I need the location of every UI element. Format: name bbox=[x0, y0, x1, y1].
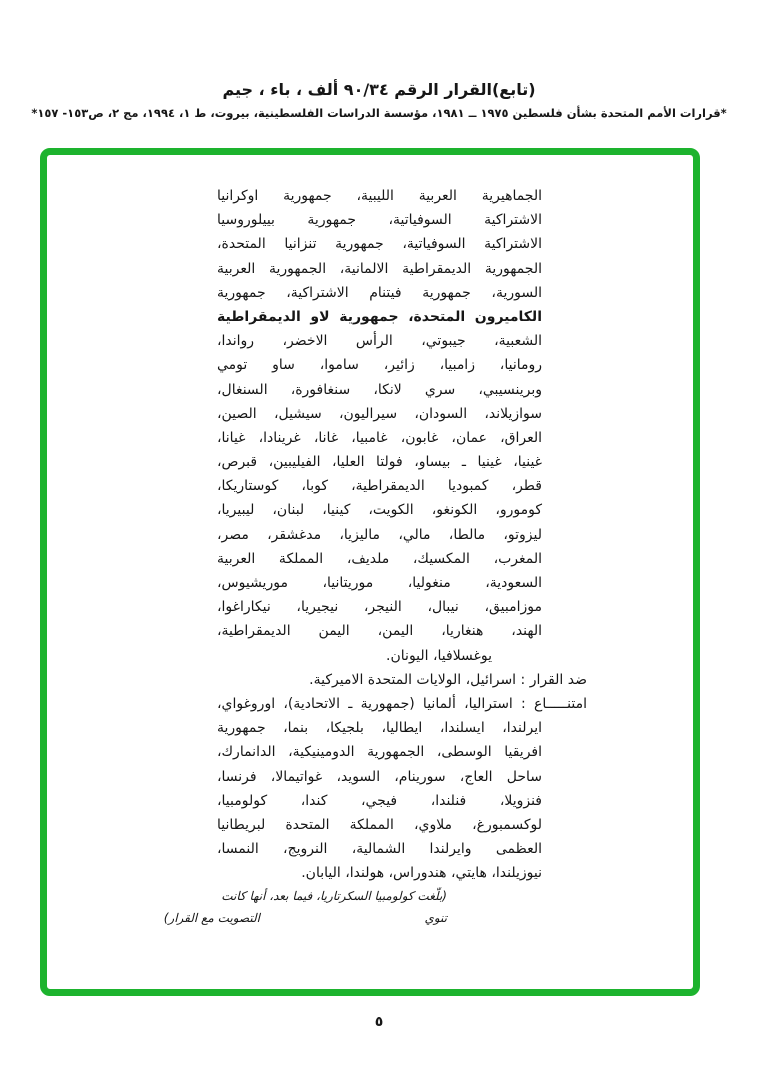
text-line: لوكسمبورغ، ملاوي، المملكة المتحدة لبريطانيا bbox=[217, 816, 542, 833]
text-line: الشعبية، جيبوتي، الرأس الاخضر، رواندا، bbox=[217, 333, 542, 350]
colombia-note-line: (بلّغت كولومبيا السكرتاريا، فيما بعد، أنها كانت تنوي bbox=[221, 889, 447, 926]
text-line: الجماهيرية العربية الليبية، جمهورية اوكرانيا bbox=[217, 188, 542, 204]
text-line: الجمهورية الديمقراطية الالمانية، الجمهورية العربية bbox=[217, 260, 542, 277]
text-line: الاشتراكية السوفياتية، جمهورية بييلوروسيا bbox=[217, 212, 542, 229]
colombia-note-line: التصويت مع القرار) bbox=[163, 911, 260, 926]
resolution-text-block bbox=[163, 184, 587, 929]
source-citation: *قرارات الأمم المتحدة بشأن فلسطين ١٩٧٥ ــ ١٩٨١، مؤسسة الدراسات الفلسطينية، بيروت، ط ١، ١٩٩٤، مج ٢، ص١٥٣- ١٥٧* bbox=[31, 106, 727, 120]
text-line: السعودية، منغوليا، موريتانيا، موريشيوس، bbox=[217, 575, 542, 591]
text-line: فنزويلا، فنلندا، فيجي، كندا، كولومبيا، bbox=[217, 792, 542, 809]
text-line: الكاميرون المتحدة، جمهورية لاو الديمقراطية bbox=[217, 308, 542, 325]
text-line: يوغسلافيا، اليونان. bbox=[386, 647, 492, 664]
against-vote-line: ضد القرار : اسرائيل، الولايات المتحدة الاميركية. bbox=[309, 671, 587, 688]
text-line: سوازيلاند، السودان، سيراليون، سيشيل، الصين، bbox=[217, 405, 542, 422]
text-line: الاشتراكية السوفياتية، جمهورية تنزانيا المتحدة، bbox=[217, 236, 542, 253]
text-line: موزامبيق، نيبال، النيجر، نيجيريا، نيكاراغوا، bbox=[217, 599, 542, 616]
page-number: ٥ bbox=[374, 1014, 384, 1030]
text-line: الهند، هنغاريا، اليمن، اليمن الديمقراطية، bbox=[217, 623, 542, 640]
text-line: ساحل العاج، سورينام، السويد، غواتيمالا، فرنسا، bbox=[217, 768, 542, 785]
text-line: العظمى وايرلندا الشمالية، النرويج، النمسا، bbox=[217, 841, 542, 858]
abstain-vote-line: امتنـــــاع : استراليا، ألمانيا (جمهورية ـ الاتحادية)، اوروغواي، bbox=[217, 695, 587, 712]
text-line: السورية، جمهورية فيتنام الاشتراكية، جمهورية bbox=[217, 284, 542, 301]
text-line: ايرلندا، ايسلندا، ايطاليا، بلجيكا، بنما، جمهورية bbox=[217, 720, 542, 737]
text-line: وبرينسيبي، سري لانكا، سنغافورة، السنغال، bbox=[217, 381, 542, 398]
text-line: قطر، كمبوديا الديمقراطية، كوبا، كوستاريكا، bbox=[217, 478, 542, 495]
text-line: العراق، عمان، غابون، غامبيا، غانا، غرينادا، غيانا، bbox=[217, 429, 542, 446]
text-line: افريقيا الوسطى، الجمهورية الدومينيكية، الدانمارك، bbox=[217, 744, 542, 761]
text-line: المغرب، المكسيك، ملديف، المملكة العربية bbox=[217, 550, 542, 567]
resolution-title: (تابع)القرار الرقم ٩٠/٣٤ ألف ، باء ، جيم bbox=[222, 80, 536, 99]
text-line: غينيا، غينيا ـ بيساو، فولتا العليا، الفيليبين، قبرص، bbox=[217, 454, 542, 471]
text-line: كومورو، الكونغو، الكويت، كينيا، لبنان، ليبيريا، bbox=[217, 502, 542, 519]
text-line: ليزوتو، مالطا، مالي، ماليزيا، مدغشقر، مصر، bbox=[217, 526, 542, 543]
text-line: رومانيا، زامبيا، زائير، ساموا، ساو تومي bbox=[217, 357, 542, 374]
text-line: نيوزيلندا، هايتي، هندوراس، هولندا، اليابان. bbox=[301, 865, 542, 882]
